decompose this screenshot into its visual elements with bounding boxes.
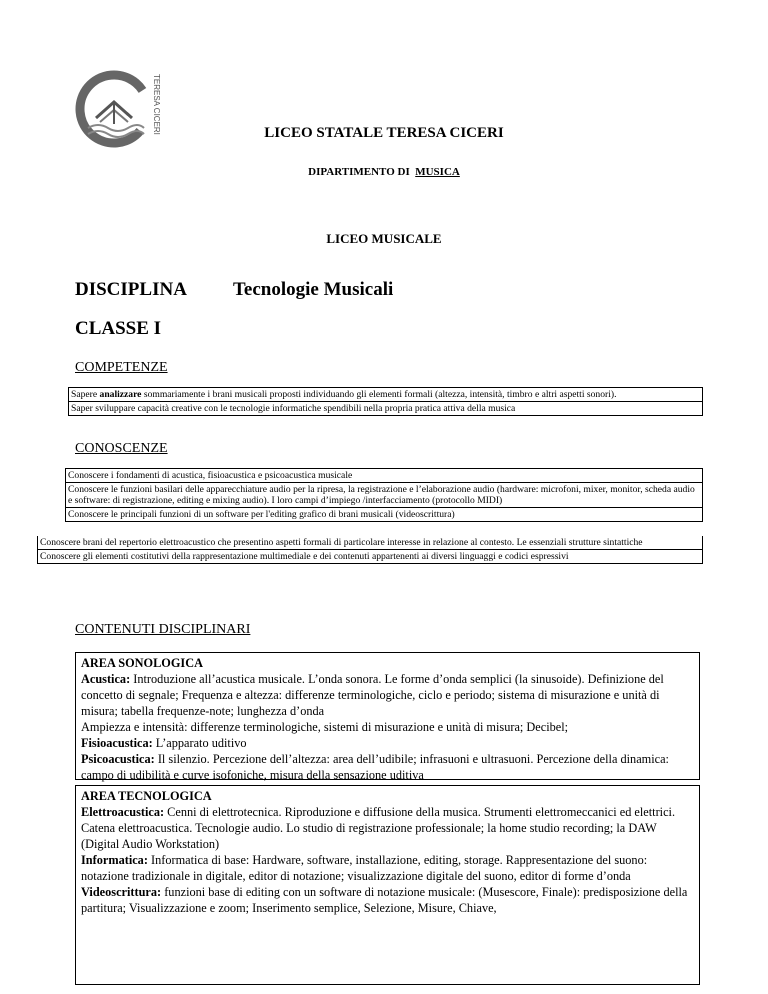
paragraph-text: Introduzione all’acustica musicale. L’onda sonora. Le forme d’onda semplici (la sinusoide). Definizione del concetto di segnale; Frequenza e altezza: differenze terminologiche, ciclo e periodo; sistema di misurazione e unità di misura; tabella frequenze-note; lunghezza d’onda <box>81 672 664 718</box>
paragraph-text: Il silenzio. Percezione dell’altezza: area dell’udibile; infrasuoni e ultrasuoni. Percezione della dinamica: campo di udibilità e curve isofoniche, misura della sensazione uditiva <box>81 752 669 782</box>
discipline-label: DISCIPLINA <box>75 279 187 300</box>
competenze-row <box>69 402 702 415</box>
paragraph-lead: Acustica: <box>81 672 131 686</box>
paragraph-lead: Informatica: <box>81 853 148 867</box>
row-bold-text: analizzare <box>99 389 142 400</box>
paragraph-lead: Fisioacustica: <box>81 736 153 750</box>
paragraph-lead: Videoscrittura: <box>81 885 162 899</box>
conoscenze-box <box>65 468 703 522</box>
school-title: LICEO STATALE TERESA CICERI <box>264 125 504 141</box>
conoscenze-row: Conoscere brani del repertorio elettroacustico che presentino aspetti formali di particolare interesse in relazione al contesto. Le essenziali strutture sintattiche <box>38 536 702 550</box>
area-paragraph <box>81 751 694 783</box>
area-paragraph <box>81 735 694 751</box>
paragraph-text: Ampiezza e intensità: differenze terminologiche, sistemi di misurazione e unità di misura; Decibel; <box>81 720 569 734</box>
competenze-heading: COMPETENZE <box>75 360 168 375</box>
area-paragraph <box>81 804 694 852</box>
paragraph-lead: Psicoacustica: <box>81 752 155 766</box>
competenze-row <box>69 388 702 402</box>
department-name: MUSICA <box>415 166 460 178</box>
area-title: AREA TECNOLOGICA <box>81 789 212 803</box>
conoscenze-row: Conoscere le funzioni basilari delle apparecchiature audio per la ripresa, la registrazione e l’elaborazione audio (hardware: microfoni, mixer, monitor, scheda audio e software: di registrazione, editing e mixing audio). I loro campi d’impiego /interfacciamento (protocollo MIDI) <box>66 483 702 508</box>
conoscenze-row: Conoscere le principali funzioni di un software per l'editing grafico di brani musicali (videoscrittura) <box>68 509 455 520</box>
paragraph-text: Cenni di elettrotecnica. Riproduzione e diffusione della musica. Strumenti elettromeccanici ed elettrici. Catena elettroacustica. Tecnologie audio. Lo studio di registrazione professionale; la home studio recording; la DAW (Digital Audio Workstation) <box>81 805 676 851</box>
area-sonologica-box <box>75 652 700 780</box>
competenze-box <box>68 387 703 416</box>
department-title <box>0 166 768 178</box>
area-paragraph <box>81 852 694 884</box>
area-paragraph <box>81 671 694 719</box>
paragraph-text: Informatica di base: Hardware, software, installazione, editing, storage. Rappresentazione del suono: notazione tradizionale in digitale, editor di notazione; visualizzazione digitale del suono, editor di forme d’onda <box>81 853 648 883</box>
conoscenze-row: Conoscere gli elementi costitutivi della rappresentazione multimediale e dei contenuti appartenenti ai diversi linguaggi e codici espressivi <box>40 551 569 562</box>
area-paragraph <box>81 884 694 916</box>
conoscenze-heading: CONOSCENZE <box>75 441 168 456</box>
area-title: AREA SONOLOGICA <box>81 656 203 670</box>
area-tecnologica-box <box>75 785 700 985</box>
row-text: sommariamente i brani musicali proposti individuando gli elementi formali (altezza, intensità, timbro e altri aspetti sonori). <box>141 389 617 400</box>
paragraph-text: funzioni base di editing con un software di notazione musicale: (Musescore, Finale): predisposizione della partitura; Visualizzazione e zoom; Inserimento semplice, Selezione, Misure, Chiave, <box>81 885 688 915</box>
paragraph-lead: Elettroacustica: <box>81 805 165 819</box>
paragraph-text: L’apparato uditivo <box>152 736 247 750</box>
conoscenze-box-wide <box>37 536 703 564</box>
logo-text: TERESA CICERI <box>152 74 161 135</box>
row-text: Sapere <box>71 389 100 400</box>
row-text: Saper sviluppare capacità creative con le tecnologie informatiche spendibili nella propria pratica attiva della musica <box>71 403 516 414</box>
conoscenze-row: Conoscere i fondamenti di acustica, fisioacustica e psicoacustica musicale <box>66 469 702 483</box>
department-prefix: DIPARTIMENTO DI <box>308 166 410 178</box>
area-paragraph <box>81 719 694 735</box>
discipline-value: Tecnologie Musicali <box>233 279 394 300</box>
class-label: CLASSE I <box>75 318 162 339</box>
course-title: LICEO MUSICALE <box>326 231 442 246</box>
contenuti-heading: CONTENUTI DISCIPLINARI <box>75 622 251 637</box>
